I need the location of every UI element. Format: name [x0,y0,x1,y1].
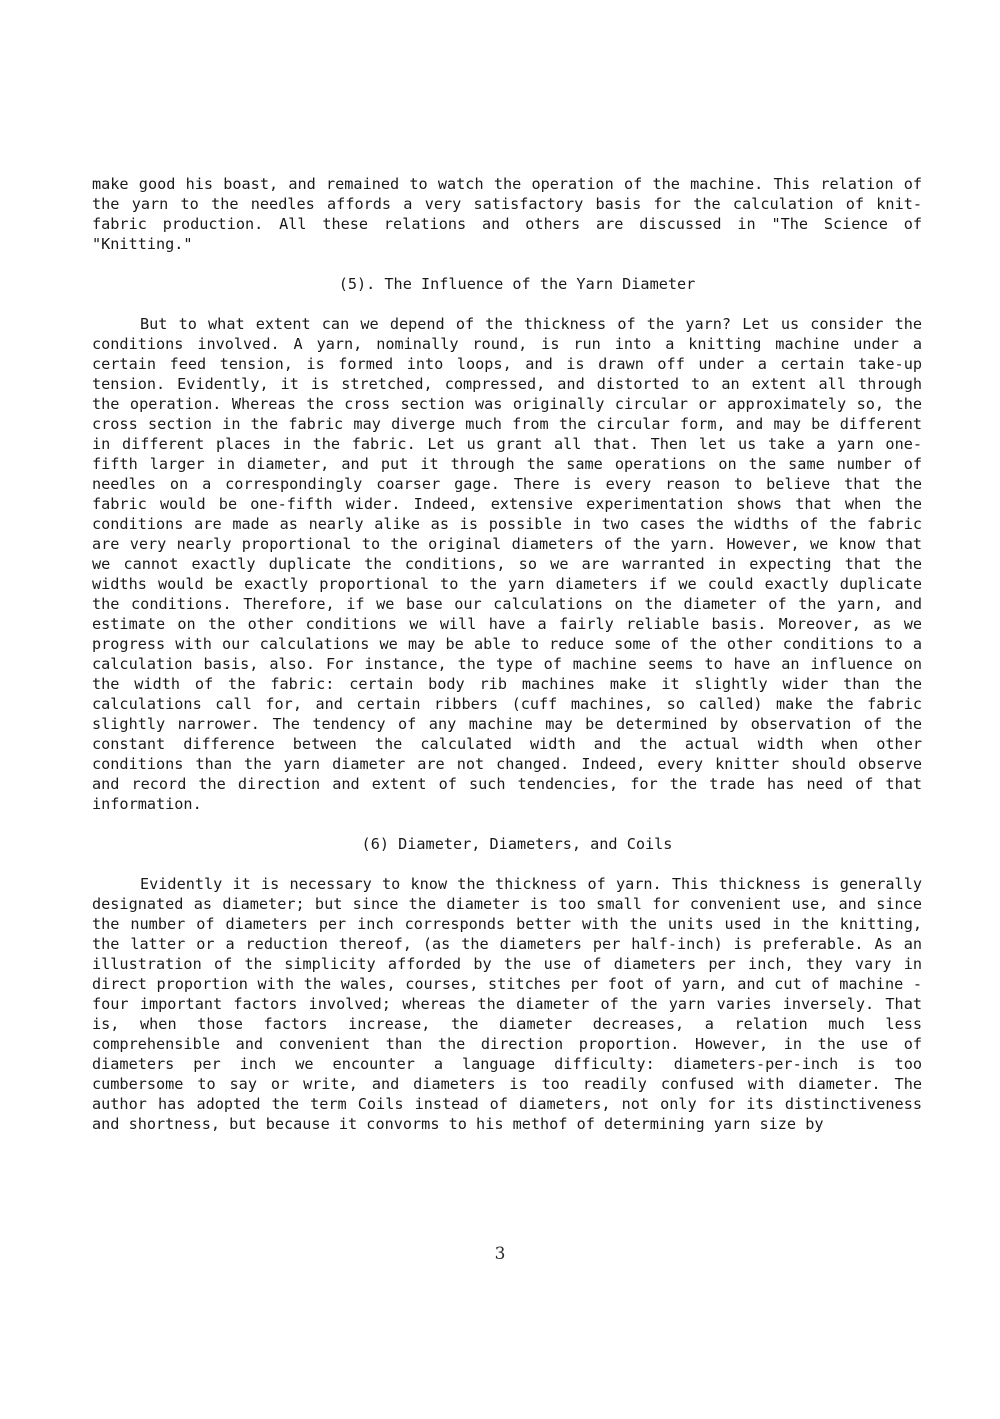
section-6-paragraph: Evidently it is necessary to know the thickness of yarn. This thickness is generally designated as diameter; but since the diameter is too small for convenient use, and since the number of diameters per inch corresponds better with the units used in the knitting, the latter or a reduction thereof, (as the diameters per half-inch) is preferable. As an illustration of the simplicity afforded by the use of diameters per inch, they vary in direct proportion with the wales, courses, stitches per foot of yarn, and cut of machine - four important factors involved; whereas the diameter of the yarn varies inversely. That is, when those factors increase, the diameter decreases, a relation much less comprehensible and convenient than the direction proportion. However, in the use of diameters per inch we encounter a language difficulty: diameters-per-inch is too cumbersome to say or write, and diameters is too readily confused with diameter. The author has adopted the term Coils instead of diameters, not only for its distinctiveness and shortness, but because it convorms to his methof of determining yarn size by [92,875,922,1133]
document-page [92,174,922,1134]
section-5-heading: (5). The Influence of the Yarn Diameter [338,275,696,293]
section-6-heading: (6) Diameter, Diameters, and Coils [361,835,673,853]
section-5-paragraph: But to what extent can we depend of the thickness of the yarn? Let us consider the conditions involved. A yarn, nominally round, is run into a knitting machine under a certain feed tension, is formed into loops, and is drawn off under a certain take-up tension. Evidently, it is stretched, compressed, and distorted to an extent all through the operation. Whereas the cross section was originally circular or approximately so, the cross section in the fabric may diverge much from the circular form, and may be different in different places in the fabric. Let us grant all that. Then let us take a yarn one-fifth larger in diameter, and put it through the same operations on the same number of needles on a correspondingly coarser gage. There is every reason to believe that the fabric would be one-fifth wider. Indeed, extensive experimentation shows that when the conditions are made as nearly alike as is possible in two cases the widths of the fabric are very nearly proportional to the original diameters of the yarn. However, we know that we cannot exactly duplicate the conditions, so we are warranted in expecting that the widths would be exactly proportional to the yarn diameters if we could exactly duplicate the conditions. Therefore, if we base our calculations on the diameter of the yarn, and estimate on the other conditions we will have a fairly reliable basis. Moreover, as we progress with our calculations we may be able to reduce some of the other conditions to a calculation basis, also. For instance, the type of machine seems to have an influence on the width of the fabric: certain body rib machines make it slightly wider than the calculations call for, and certain ribbers (cuff machines, so called) make the fabric slightly narrower. The tendency of any machine may be determined by observation of the constant difference between the calculated width and the actual width when other conditions than the yarn diameter are not changed. Indeed, every knitter should observe and record the direction and extent of such tendencies, for the trade has need of that information. [92,315,922,813]
opening-paragraph: make good his boast, and remained to watch the operation of the machine. This relation of the yarn to the needles affords a very satisfactory basis for the calculation of knit-fabric production. All these relations and others are discussed in "The Science of "Knitting." [92,175,922,253]
page-number: 3 [494,1244,506,1264]
